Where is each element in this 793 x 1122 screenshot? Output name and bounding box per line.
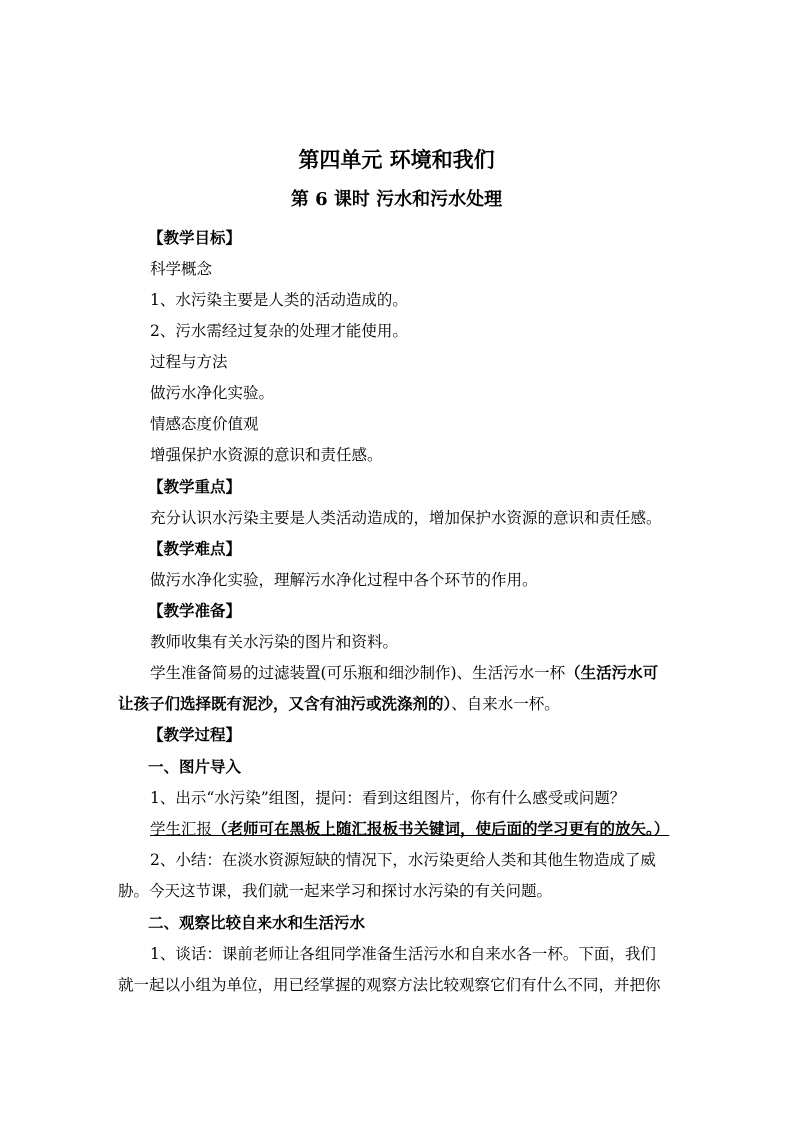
step-1-1: 1、出示“水污染”组图，提问：看到这组图片，你有什么感受或问题？ bbox=[150, 789, 626, 807]
attitude-label: 情感态度价值观 bbox=[150, 415, 259, 433]
step-1-2-bold: （老师可在黑板上随汇报板书关键词，使后面的学习更有的放矢。） bbox=[212, 819, 670, 838]
concept-item-2: 2、污水需经过复杂的处理才能使用。 bbox=[150, 322, 408, 340]
prep-text-2-bold: （生活污水可 bbox=[565, 663, 659, 682]
focus-heading: 【教学重点】 bbox=[148, 477, 242, 496]
step-1-4: 胁。今天这节课，我们就一起来学习和探讨水污染的有关问题。 bbox=[118, 882, 553, 900]
prep-text-3 bbox=[118, 694, 678, 714]
section-1-heading: 一、图片导入 bbox=[148, 757, 242, 776]
process-method-label: 过程与方法 bbox=[150, 353, 228, 371]
difficulty-text: 做污水净化实验，理解污水净化过程中各个环节的作用。 bbox=[150, 571, 538, 589]
difficulty-heading: 【教学难点】 bbox=[148, 539, 242, 558]
attitude-text: 增强保护水资源的意识和责任感。 bbox=[150, 446, 383, 464]
prep-heading: 【教学准备】 bbox=[148, 601, 242, 620]
step-2-1: 1、谈话：课前老师让各组同学准备生活污水和自来水各一杯。下面，我们 bbox=[150, 945, 656, 963]
section-2-heading: 二、观察比较自来水和生活污水 bbox=[148, 913, 366, 932]
process-heading: 【教学过程】 bbox=[148, 725, 242, 744]
prep-text-2-normal: 学生准备简易的过滤装置(可乐瓶和细沙制作)、生活污水一杯 bbox=[150, 664, 566, 682]
step-1-2 bbox=[150, 819, 710, 839]
science-concept-label: 科学概念 bbox=[150, 260, 213, 278]
step-1-2-normal: 学生汇报 bbox=[150, 820, 213, 838]
step-1-3: 2、小结：在淡水资源短缺的情况下，水污染更给人类和其他生物造成了威 bbox=[150, 851, 656, 869]
prep-text-3-bold: 让孩子们选择既有泥沙，又含有油污或洗涤剂的） bbox=[118, 694, 452, 713]
prep-text-1: 教师收集有关水污染的图片和资料。 bbox=[150, 633, 399, 651]
goals-heading: 【教学目标】 bbox=[148, 228, 242, 247]
prep-text-3-normal: 、自来水一杯。 bbox=[451, 695, 560, 713]
prep-text-2 bbox=[150, 663, 710, 683]
step-2-2: 就一起以小组为单位，用已经掌握的观察方法比较观察它们有什么不同，并把你 bbox=[118, 976, 661, 994]
focus-text: 充分认识水污染主要是人类活动造成的，增加保护水资源的意识和责任感。 bbox=[150, 509, 662, 527]
page-title: 第四单元 环境和我们 bbox=[298, 147, 495, 172]
process-method-text: 做污水净化实验。 bbox=[150, 384, 275, 402]
concept-item-1: 1、水污染主要是人类的活动造成的。 bbox=[150, 291, 408, 309]
page-subtitle: 第 6 课时 污水和污水处理 bbox=[290, 189, 503, 210]
